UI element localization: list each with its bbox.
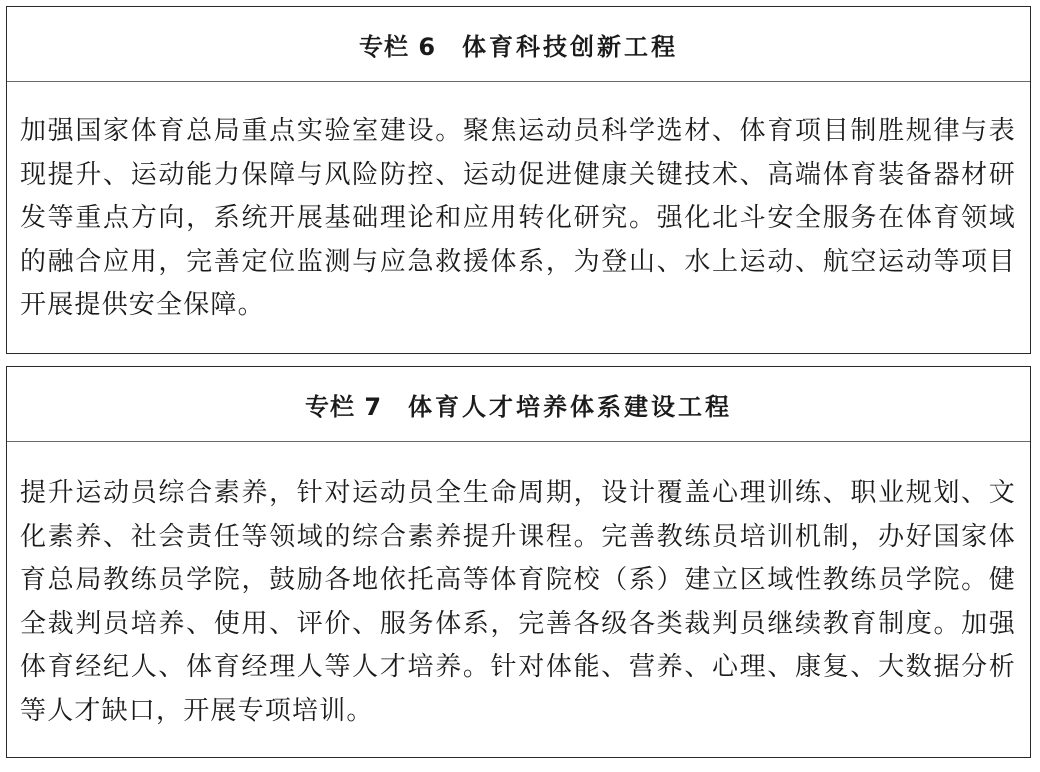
column-title: 体育科技创新工程 (462, 32, 679, 61)
column-body: 加强国家体育总局重点实验室建设。聚焦运动员科学选材、体育项目制胜规律与表现提升、运动能力保障与风险防控、运动促进健康关键技术、高端体育装备器材研发等重点方向，系统开展基础理论和应用转化研究。强化北斗安全服务在体育领域的融合应用，完善定位监测与应急救援体系，为登山、水上运动、航空运动等项目开展提供安全保障。 (20, 116, 1016, 320)
column-header (7, 367, 1030, 442)
column-label: 专栏 6 (358, 32, 437, 61)
column-box-7 (6, 366, 1031, 758)
column-header (7, 7, 1030, 82)
column-label: 专栏 7 (304, 392, 383, 421)
column-body: 提升运动员综合素养，针对运动员全生命周期，设计覆盖心理训练、职业规划、文化素养、社会责任等领域的综合素养提升课程。完善教练员培训机制，办好国家体育总局教练员学院，鼓励各地依托高等体育院校（系）建立区域性教练员学院。健全裁判员培养、使用、评价、服务体系，完善各级各类裁判员继续教育制度。加强体育经纪人、体育经理人等人才培养。针对体能、营养、心理、康复、大数据分析等人才缺口，开展专项培训。 (20, 478, 1016, 726)
column-box-6 (6, 6, 1031, 354)
column-title: 体育人才培养体系建设工程 (408, 392, 733, 421)
